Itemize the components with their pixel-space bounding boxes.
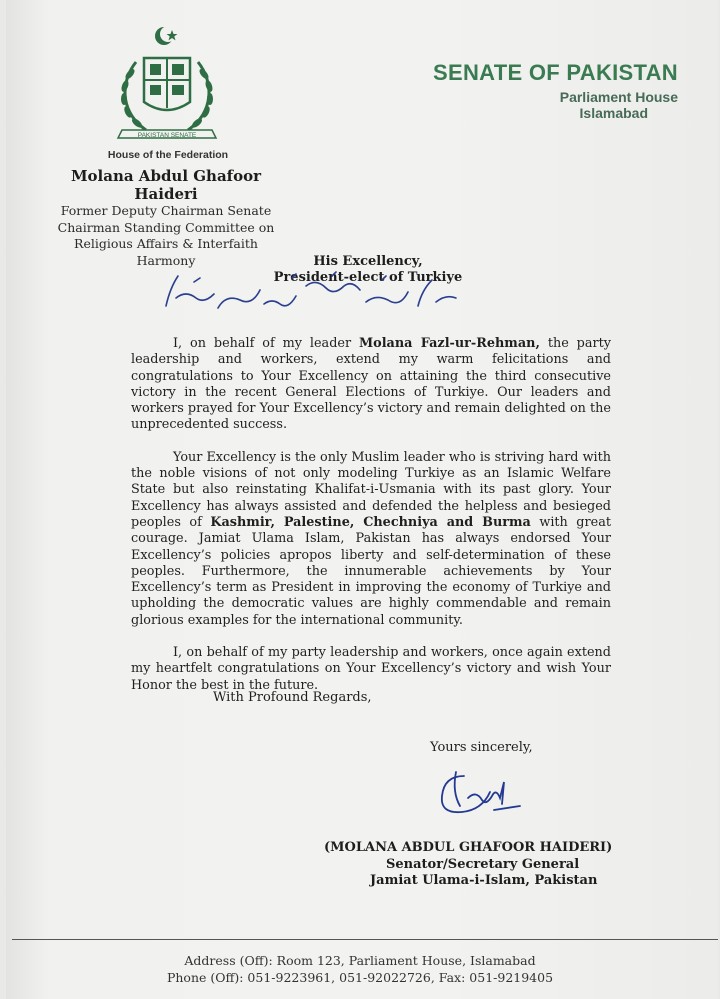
signer-title: Senator/Secretary General (386, 856, 580, 872)
signature-icon (434, 762, 524, 822)
sender-role-1: Former Deputy Chairman Senate (60, 203, 272, 218)
emblem-caption: PAKISTAN SENATE (137, 132, 197, 139)
sender-role-3: Religious Affairs & Interfaith Harmony (74, 236, 258, 268)
p1-leader-name: Molana Fazl-ur-Rehman, (359, 336, 540, 351)
closing-regards: With Profound Regards, (213, 690, 372, 705)
p2-text-a: Your Excellency is the only Muslim leader who is striving hard with the noble visions of not only modeling Turkiye as an Islamic Welfare State but also reinstating Khalifat-i-Usmania with its past glory. Your Excellency has always assisted and defended the helpless and besieged peoples of (131, 449, 611, 530)
letter-page (6, 0, 718, 999)
sender-name: Molana Abdul Ghafoor Haideri (70, 167, 262, 203)
p1-text-b: the party leadership and workers, extend my warm felicitations and congratulations to Your Excellency on attaining the third consecutive victory in the recent General Elections of Turkiye. Our leaders and workers prayed for Your Excellency’s victory and remain delighted on the unprecedented success. (131, 336, 611, 433)
state-emblem-icon (106, 22, 228, 147)
p2-regions: Kashmir, Palestine, Chechniya and Burma (210, 514, 531, 530)
city: Islamabad (579, 105, 648, 121)
parliament-house: Parliament House (559, 89, 678, 105)
sender-block (48, 167, 284, 269)
senate-header (433, 60, 678, 121)
p1-text-a: I, on behalf of my leader (173, 336, 359, 351)
sender-role-2: Chairman Standing Committee on (57, 219, 275, 235)
footer-address: Address (Off): Room 123, Parliament House, Islamabad (184, 953, 536, 968)
closing-sincerely: Yours sincerely, (430, 740, 533, 755)
footer-divider (12, 939, 718, 940)
signer-organization: Jamiat Ulama-i-Islam, Pakistan (370, 873, 598, 888)
footer-phone: Phone (Off): 051-9223961, 051-92022726, Fax: 051-9219405 (166, 970, 554, 985)
paragraph-2 (131, 450, 611, 629)
recipient-line-1: His Excellency, (313, 254, 423, 269)
paragraph-3: I, on behalf of my party leadership and workers, once again extend my heartfelt congratulations on Your Excellency’s victory and wish Your Honor the best in the future. (131, 645, 611, 693)
p2-text-b: with great courage. Jamiat Ulama Islam, Pakistan has always endorsed Your Excellency’s policies apropos liberty and self-determination of these peoples. Furthermore, the innumerable achievements by Your Excellency’s term as President in improving the economy of Turkiye and upholding the democratic values are highly commendable and remain glorious examples for the international community. (131, 514, 611, 628)
signer-name: (MOLANA ABDUL GHAFOOR HAIDERI) (324, 840, 613, 855)
paragraph-1 (131, 336, 611, 434)
handwritten-salutation-icon (156, 268, 466, 318)
senate-title: SENATE OF PAKISTAN (433, 60, 678, 85)
house-of-federation: House of the Federation (107, 149, 229, 161)
recipient-line-2: President-elect of Turkiye (273, 270, 463, 285)
letter-body (131, 336, 611, 710)
footer (0, 952, 720, 986)
signoff-block (324, 840, 612, 890)
